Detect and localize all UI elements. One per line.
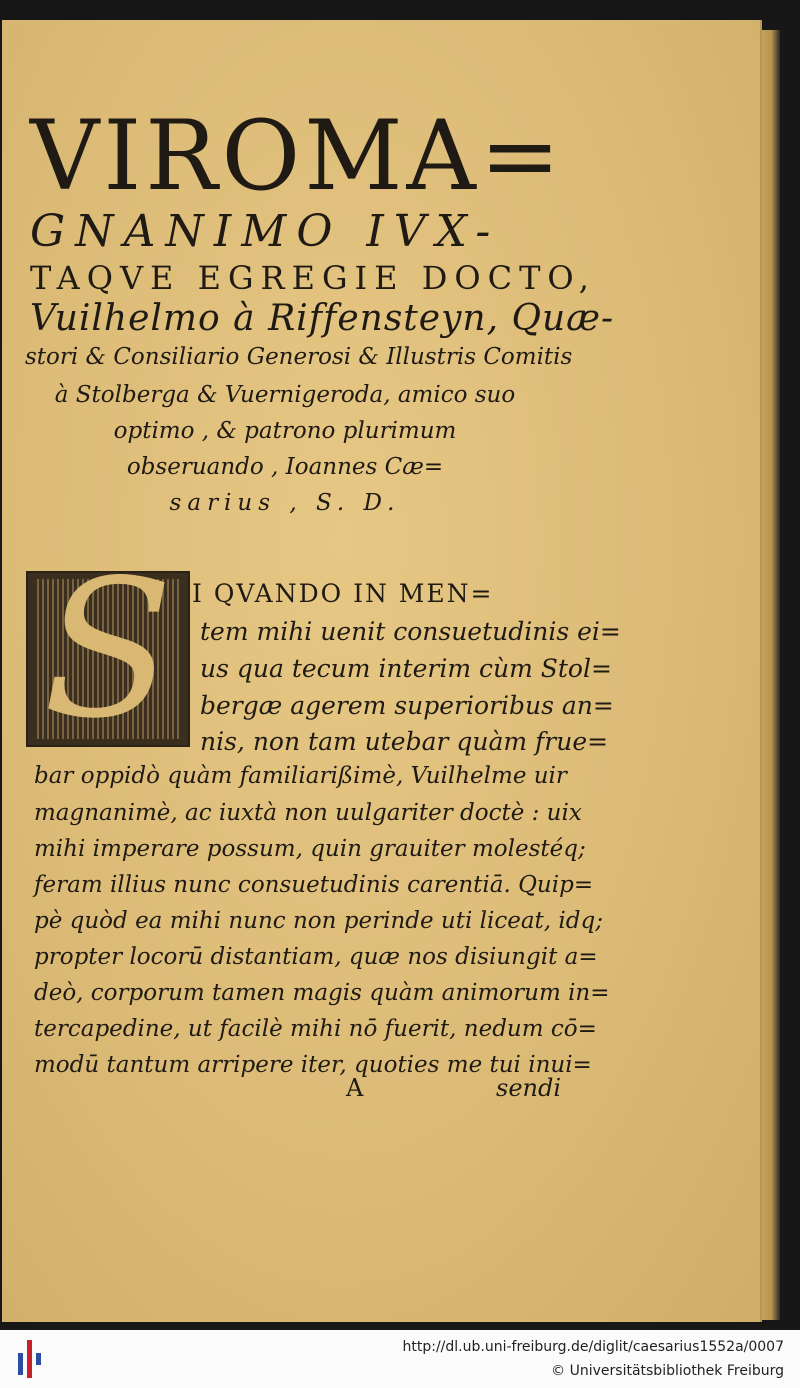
dedication-line: sarius , S. D. [169, 490, 401, 516]
body-line: tercapedine, ut facilè mihi nō fuerit, nedum cō= [34, 1016, 597, 1042]
footer-copyright: © Universitätsbibliothek Freiburg [551, 1363, 784, 1379]
body-line: bar oppidò quàm familiarißimè, Vuilhelme uir [34, 763, 567, 789]
body-line: deò, corporum tamen magis quàm animorum in= [34, 980, 610, 1006]
dedication-line: stori & Consiliario Generosi & Illustris Comitis [25, 344, 573, 370]
body-line: nis, non tam utebar quàm frue= [200, 727, 609, 756]
signature-mark: A [346, 1074, 364, 1102]
logo-bar-right [36, 1353, 41, 1365]
body-line: magnanimè, ac iuxtà non uulgariter doctè : uix [34, 800, 582, 826]
footer-url-link[interactable]: http://dl.ub.uni-freiburg.de/diglit/caesarius1552a/0007 [402, 1339, 784, 1355]
logo-bar-center [27, 1340, 32, 1378]
body-line: pè quòd ea mihi nunc non perinde uti liceat, idq; [34, 908, 603, 934]
footer-bar [0, 1330, 800, 1388]
body-line: us qua tecum interim cùm Stol= [200, 654, 612, 683]
body-line: propter locorū distantiam, quæ nos disiungit a= [34, 944, 598, 970]
body-line: I QVANDO IN MEN= [192, 579, 494, 608]
dedication-line: obseruando , Ioannes Cæ= [126, 454, 444, 480]
body-line: feram illius nunc consuetudinis carentiā. Quip= [34, 872, 594, 898]
body-line: bergæ agerem superioribus an= [200, 691, 614, 720]
heading-line-1: VIROMA= [30, 100, 565, 212]
ub-freiburg-logo-icon [18, 1340, 52, 1378]
body-line: mihi imperare possum, quin grauiter molestéq; [34, 836, 586, 862]
dedication-line: optimo , & patrono plurimum [113, 418, 457, 444]
scan-top-strip [0, 0, 800, 20]
heading-line-3: TAQVE EGREGIE DOCTO, [30, 259, 596, 297]
initial-letter: S [42, 571, 174, 747]
body-line: modū tantum arripere iter, quoties me tui inui= [34, 1052, 592, 1078]
decorated-initial [26, 571, 190, 747]
dedication-line: à Stolberga & Vuernigeroda, amico suo [54, 382, 516, 408]
body-line: tem mihi uenit consuetudinis ei= [200, 617, 621, 646]
catchword: sendi [496, 1074, 562, 1102]
logo-bar-left [18, 1353, 23, 1375]
heading-line-4: Vuilhelmo à Riffensteyn, Quæ- [30, 298, 615, 339]
heading-line-2: GNANIMO IVX- [30, 206, 501, 257]
